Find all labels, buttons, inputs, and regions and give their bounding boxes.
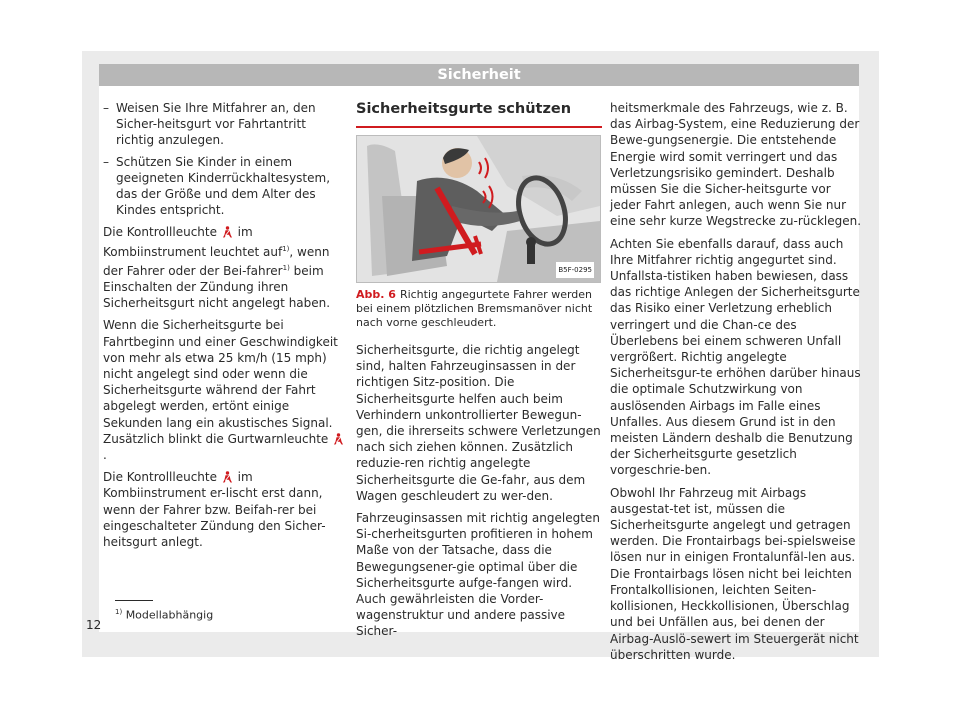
text: im Kombiinstrument leuchtet auf: [103, 225, 283, 259]
footnote-text: Modellabhängig: [125, 608, 214, 622]
text: .: [103, 448, 107, 463]
figure-code: B5F-0295: [556, 262, 594, 278]
list-item: – Schützen Sie Kinder in einem geeigneten Kinderrückhaltesystem, das der Größe und dem Alter des Kindes entspricht.: [103, 154, 347, 219]
section-title: Sicherheitsgurte schützen: [356, 101, 572, 117]
figure-driver-seatbelt: [356, 135, 601, 283]
text: Die Kontrollleuchte: [103, 225, 217, 240]
section-header: Sicherheit: [99, 64, 859, 86]
paragraph: Achten Sie ebenfalls darauf, dass auch Ihre Mitfahrer richtig angegurtet sind. Unfallsta-tistiken haben bewiesen, dass das richtige Anlegen der Sicherheitsgurte das Risiko einer Verletzung erheblich verringert und die Chan-ce des Überlebens bei einem schweren Unfall vergrößert. Richtig angelegte Sicherheitsgur-te erhöhen darüber hinaus die optimale Schutzwirkung von auslösenden Airbags im Falle eines Unfalles. Aus diesem Grund ist in den meisten Ländern deshalb die Benutzung der Sicherheitsgurte gesetzlich vorgeschrie-ben.: [610, 236, 861, 478]
list-item: – Weisen Sie Ihre Mitfahrer an, den Sicher-heitsgurt vor Fahrtantritt richtig anzulegen.: [103, 100, 347, 149]
paragraph: heitsmerkmale des Fahrzeugs, wie z. B. das Airbag-System, eine Reduzierung der Bewe-gungsenergie. Die entstehende Energie wird somit verringert und das Verletzungsrisiko gemindert. Deshalb müssen Sie die Sicher-heitsgurte vor jeder Fahrt anlegen, auch wenn Sie nur eine sehr kurze Wegstrecke zu-rücklegen.: [610, 101, 862, 229]
paragraph: Fahrzeuginsassen mit richtig angelegten Si-cherheitsgurten profitieren in hohem Maße von der Tatsache, dass die Bewegungsener-gie optimal über die Sicherheitsgurte aufge-fangen wird. Auch gewährleisten die Vorder-wagenstruktur und andere passive Sicher-: [356, 511, 600, 639]
paragraph: [103, 317, 347, 463]
footnote-ref: 1): [282, 244, 290, 253]
right-column: [610, 100, 862, 669]
caption-text: Richtig angegurtete Fahrer werden bei einem plötzlichen Bremsmanöver nicht nach vorne geschleudert.: [356, 288, 593, 329]
footnote-divider: [115, 600, 153, 601]
paragraph: [103, 224, 347, 311]
footnote-ref: 1): [282, 263, 290, 272]
figure-caption: [356, 288, 602, 330]
paragraph: Sicherheitsgurte, die richtig angelegt sind, halten Fahrzeuginsassen in der richtigen Sitz-position. Die Sicherheitsgurte helfen auch beim Verhindern unkontrollierter Bewegun-gen, die ihrerseits schwere Verletzungen nach sich ziehen können. Zusätzlich reduzie-ren richtig angelegte Sicherheitsgurte die Ge-fahr, aus dem Wagen geschleudert zu wer-den.: [356, 343, 601, 503]
seatbelt-warning-icon: [222, 471, 233, 483]
footnote-mark: 1): [115, 608, 123, 616]
bullet-list: [103, 100, 347, 218]
paragraph: Obwohl Ihr Fahrzeug mit Airbags ausgestat-tet ist, müssen die Sicherheitsgurte angelegt und getragen werden. Die Frontairbags bei-spielsweise lösen nur in einigen Frontalunfäl-len aus. Die Frontairbags lösen nicht bei leichten Frontalkollisionen, leichten Seiten-kollisionen, Heckkollisionen, Überschlag und bei Unfällen aus, bei denen der Airbag-Auslö-sewert im Steuergerät nicht überschritten wurde.: [610, 485, 859, 662]
footnote: [115, 608, 213, 622]
middle-column: [356, 100, 602, 646]
driver-illustration: [357, 136, 600, 282]
seatbelt-warning-icon: [333, 433, 344, 445]
text: im Kombiinstrument er-lischt erst dann, wenn der Fahrer bzw. Beifah-rer bei eingeschalteter Zündung den Sicher-heitsgurt anlegt.: [103, 470, 326, 550]
page-number: 12: [86, 618, 102, 632]
text: Die Kontrollleuchte: [103, 470, 217, 485]
text: , wenn der Fahrer oder der Bei-fahrer: [103, 244, 330, 278]
text: Wenn die Sicherheitsgurte bei Fahrtbeginn und einer Geschwindigkeit von mehr als etwa 25 km/h (15 mph) nicht angelegt sind oder wenn die Sicherheitsgurte während der Fahrt abgelegt werden, ertönt einige Sekunden lang ein akustisches Signal. Zusätzlich blinkt die Gurtwarnleuchte: [103, 318, 338, 446]
title-underline: [356, 126, 602, 128]
left-column: [103, 100, 347, 556]
caption-label: Abb. 6: [356, 288, 396, 301]
text: beim Einschalten der Zündung ihren Sicherheitsgurt nicht angelegt haben.: [103, 263, 331, 311]
paragraph: [103, 469, 347, 550]
seatbelt-warning-icon: [222, 226, 233, 238]
